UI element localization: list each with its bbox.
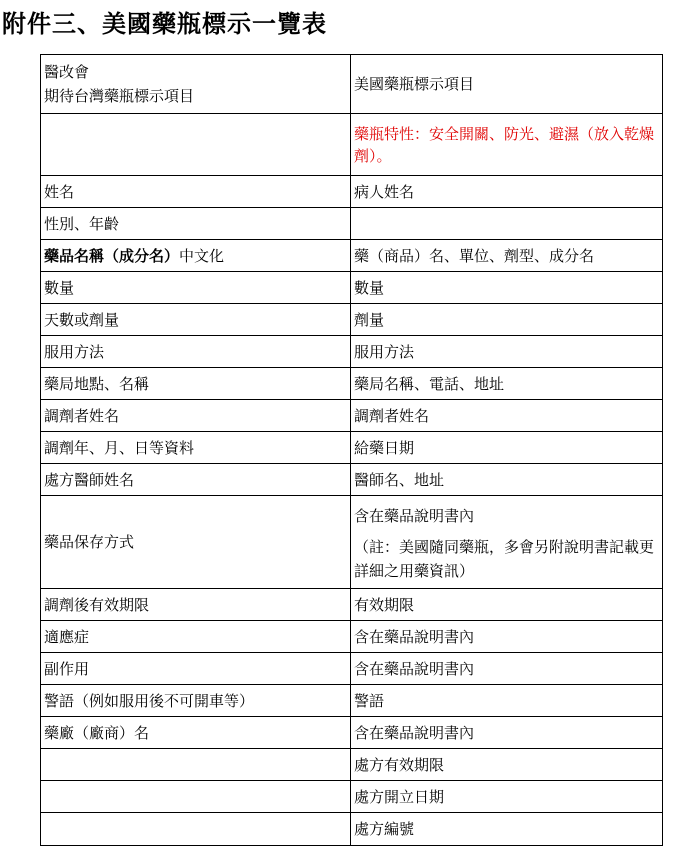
table-row [41,272,663,304]
left-cell: 調劑後有效期限 [41,589,351,621]
right-cell: 醫師名、地址 [351,464,663,496]
left-cell: 適應症 [41,621,351,653]
table-row [41,336,663,368]
table-header-row [41,55,663,114]
table-row [41,432,663,464]
left-cell: 調劑年、月、日等資料 [41,432,351,464]
drug-name-bold-text: 藥品名稱（成分名） [44,246,180,265]
right-cell: 劑量 [351,304,663,336]
left-cell: 副作用 [41,653,351,685]
document-title: 附件三、美國藥瓶標示一覽表 [2,10,327,38]
table-row [41,717,663,749]
left-cell: 調劑者姓名 [41,400,351,432]
right-cell: 病人姓名 [351,176,663,208]
header-right: 美國藥瓶標示項目 [351,55,663,114]
left-cell [41,781,351,813]
table-row [41,653,663,685]
table-row [41,208,663,240]
left-cell [41,749,351,781]
table-row [41,176,663,208]
right-cell: 藥局名稱、電話、地址 [351,368,663,400]
label-comparison-table [40,54,663,846]
right-cell: 處方開立日期 [351,781,663,813]
right-cell: 調劑者姓名 [351,400,663,432]
table-row [41,464,663,496]
note-left-cell [41,114,351,176]
table-row [41,749,663,781]
table-row [41,781,663,813]
left-cell: 服用方法 [41,336,351,368]
table-row-note [41,114,663,176]
right-cell: 給藥日期 [351,432,663,464]
table-row [41,685,663,717]
table-row [41,813,663,846]
right-cell: 處方編號 [351,813,663,846]
right-cell: 藥（商品）名、單位、劑型、成分名 [351,240,663,272]
drug-name-rest-text: 中文化 [179,246,225,265]
header-left-line2: 期待台灣藥瓶標示項目 [44,87,195,105]
bottle-features-note: 藥瓶特性：安全開關、防光、避濕（放入乾燥劑）。 [351,114,663,176]
right-cell: 含在藥品說明書內 [351,621,663,653]
table-row [41,368,663,400]
left-cell: 藥局地點、名稱 [41,368,351,400]
storage-text: 含在藥品說明書內 [354,507,475,525]
right-cell: 服用方法 [351,336,663,368]
left-cell: 姓名 [41,176,351,208]
right-cell: 數量 [351,272,663,304]
left-cell: 藥廠（廠商）名 [41,717,351,749]
left-cell: 性別、年齡 [41,208,351,240]
left-cell: 數量 [41,272,351,304]
right-cell: 有效期限 [351,589,663,621]
right-cell: 處方有效期限 [351,749,663,781]
right-cell [351,496,663,589]
table-row [41,496,663,589]
table-row [41,240,663,272]
table-row [41,589,663,621]
table-row [41,400,663,432]
right-cell: 含在藥品說明書內 [351,717,663,749]
right-cell [351,208,663,240]
left-cell [41,240,351,272]
left-cell [41,813,351,846]
header-left-line1: 醫改會 [44,63,90,81]
header-left [41,55,351,114]
left-cell: 藥品保存方式 [41,496,351,589]
right-cell: 警語 [351,685,663,717]
storage-note: （註：美國隨同藥瓶，多會另附說明書記載更詳細之用藥資訊） [354,538,655,580]
left-cell: 警語（例如服用後不可開車等） [41,685,351,717]
left-cell: 天數或劑量 [41,304,351,336]
table-row [41,304,663,336]
left-cell: 處方醫師姓名 [41,464,351,496]
right-cell: 含在藥品說明書內 [351,653,663,685]
table-row [41,621,663,653]
